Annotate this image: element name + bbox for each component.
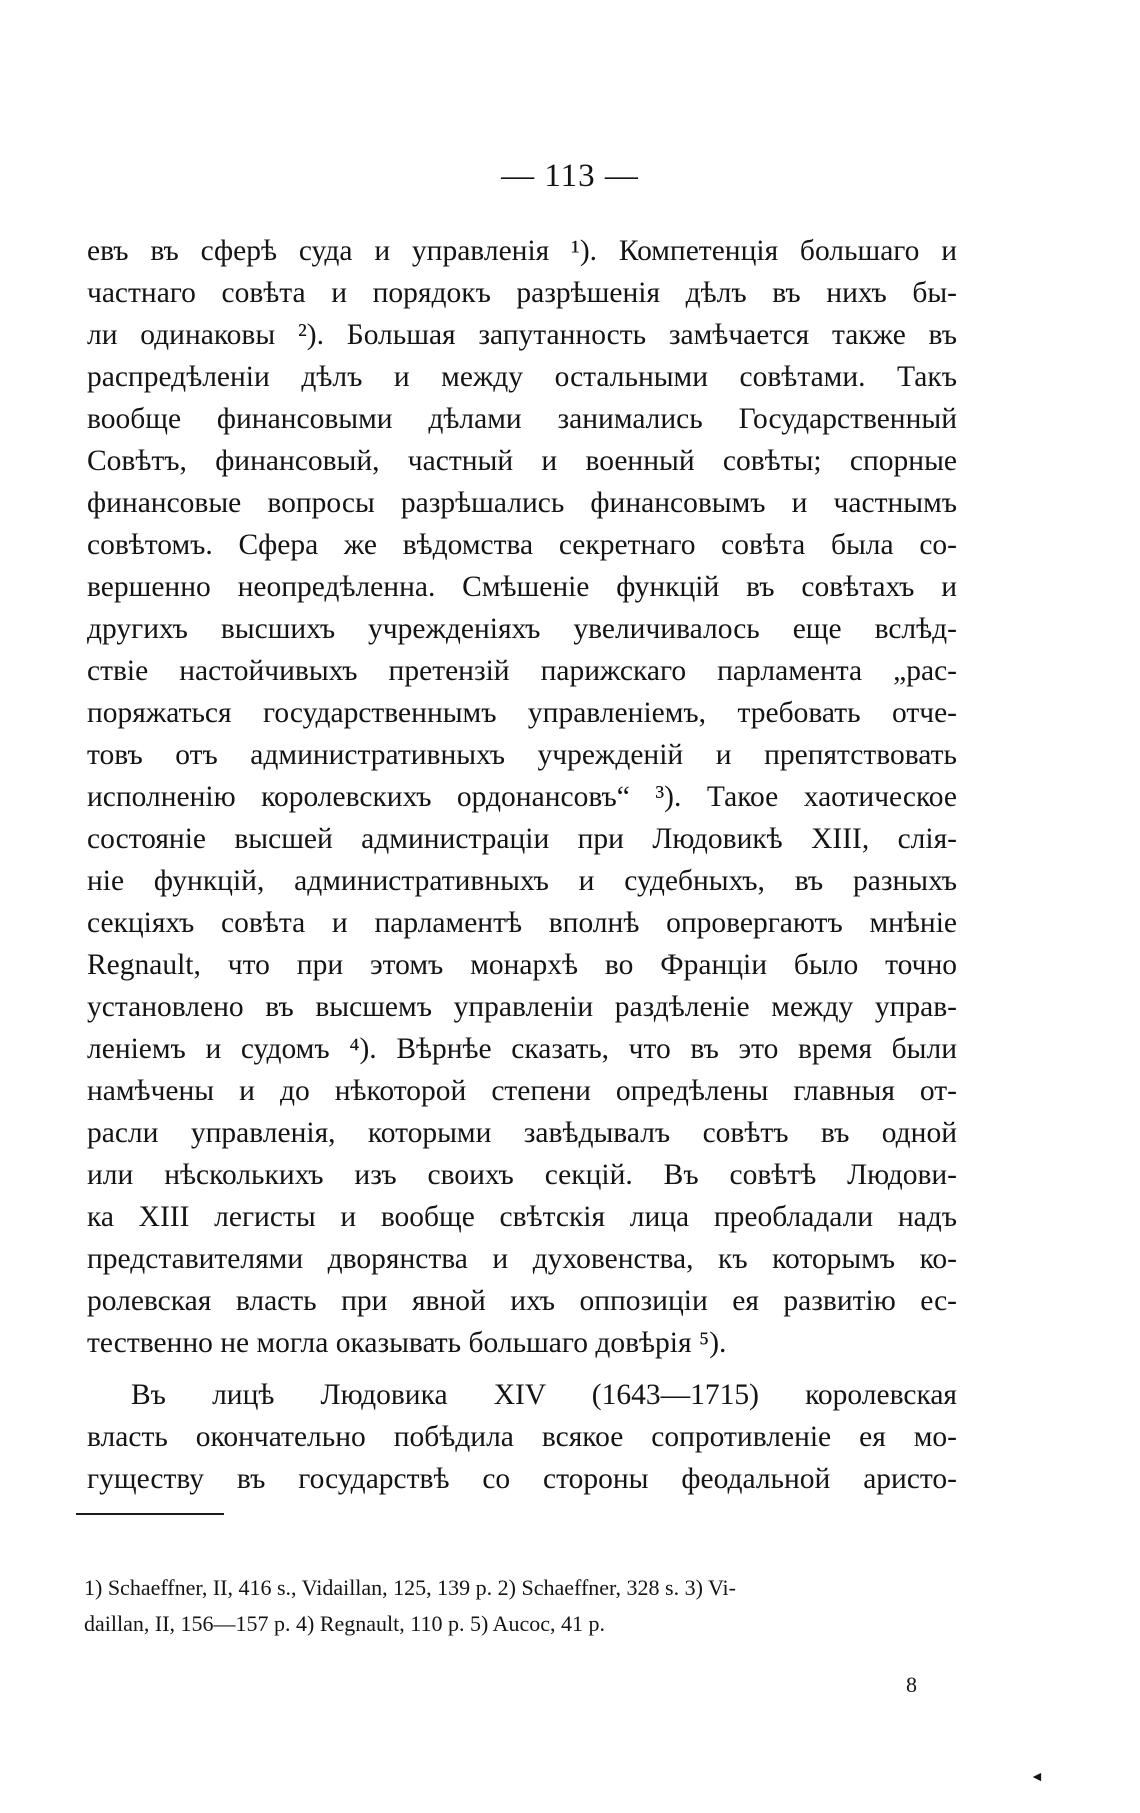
text-line: Совѣтъ, финансовый, частный и военный совѣты; спорные [87, 445, 957, 477]
footnote-line: daillan, II, 156—157 p. 4) Regnault, 110 p. 5) Aucoc, 41 p. [84, 1611, 605, 1636]
page-number: — 113 — [501, 158, 639, 194]
text-line: установлено въ высшемъ управленіи раздѣленіе между управ- [87, 991, 957, 1023]
text-line: леніемъ и судомъ ⁴). Вѣрнѣе сказать, что въ это время были [87, 1033, 957, 1065]
text-line: евъ въ сферѣ суда и управленія ¹). Компетенція большаго и [87, 235, 957, 267]
text-line: гуществу въ государствѣ со стороны феодальной аристо- [87, 1463, 957, 1495]
text-line: товъ отъ административныхъ учрежденій и препятствовать [87, 739, 957, 771]
footnote-line: 1) Schaeffner, II, 416 s., Vidaillan, 125, 139 p. 2) Schaeffner, 328 s. 3) Vi- [84, 1575, 736, 1600]
text-line: другихъ высшихъ учрежденіяхъ увеличивалось еще вслѣд- [87, 613, 957, 645]
text-line: Regnault, что при этомъ монархѣ во Франціи было точно [87, 949, 957, 981]
text-line: власть окончательно побѣдила всякое сопротивленіе ея мо- [87, 1421, 957, 1453]
footnotes [84, 1570, 964, 1642]
corner-arrow-icon: ◄ [1030, 1770, 1044, 1785]
text-line: распредѣленіи дѣлъ и между остальными совѣтами. Такъ [87, 361, 957, 393]
text-line: тественно не могла оказывать большаго довѣрія ⁵). [87, 1327, 727, 1359]
text-line: ли одинаковы ²). Большая запутанность замѣчается также въ [87, 319, 957, 351]
paragraph-1 [87, 230, 957, 1364]
text-line: секціяхъ совѣта и парламентѣ вполнѣ опровергаютъ мнѣніе [87, 907, 957, 939]
text-line: совѣтомъ. Сфера же вѣдомства секретнаго совѣта была со- [87, 529, 957, 561]
text-line: финансовые вопросы разрѣшались финансовымъ и частнымъ [87, 487, 957, 519]
text-line: Въ лицѣ Людовика XIV (1643—1715) королевская [131, 1379, 957, 1411]
printer-signature-mark: 8 [906, 1672, 917, 1697]
text-line: состояніе высшей администраціи при Людовикѣ XIII, слія- [87, 823, 957, 855]
text-line: поряжаться государственнымъ управленіемъ, требовать отче- [87, 697, 957, 729]
text-line: ствіе настойчивыхъ претензій парижскаго парламента „рас- [87, 655, 957, 687]
text-line: частнаго совѣта и порядокъ разрѣшенія дѣлъ въ нихъ бы- [87, 277, 957, 309]
text-line: исполненію королевскихъ ордонансовъ“ ³). Такое хаотическое [87, 781, 957, 813]
text-line: ніе функцій, административныхъ и судебныхъ, въ разныхъ [87, 865, 957, 897]
text-line: ролевская власть при явной ихъ оппозиціи ея развитію ес- [87, 1285, 957, 1317]
main-text [87, 230, 957, 1500]
text-line: ка XIII легисты и вообще свѣтскія лица преобладали надъ [87, 1201, 957, 1233]
text-line: или нѣсколькихъ изъ своихъ секцій. Въ совѣтѣ Людови- [87, 1159, 957, 1191]
paragraph-2 [87, 1374, 957, 1500]
text-line: вершенно неопредѣленна. Смѣшеніе функцій въ совѣтахъ и [87, 571, 957, 603]
text-line: представителями дворянства и духовенства, къ которымъ ко- [87, 1243, 957, 1275]
text-line: намѣчены и до нѣкоторой степени опредѣлены главныя от- [87, 1075, 957, 1107]
footnote-divider [76, 1513, 224, 1515]
text-line: расли управленія, которыми завѣдывалъ совѣтъ въ одной [87, 1117, 957, 1149]
text-line: вообще финансовыми дѣлами занимались Государственный [87, 403, 957, 435]
